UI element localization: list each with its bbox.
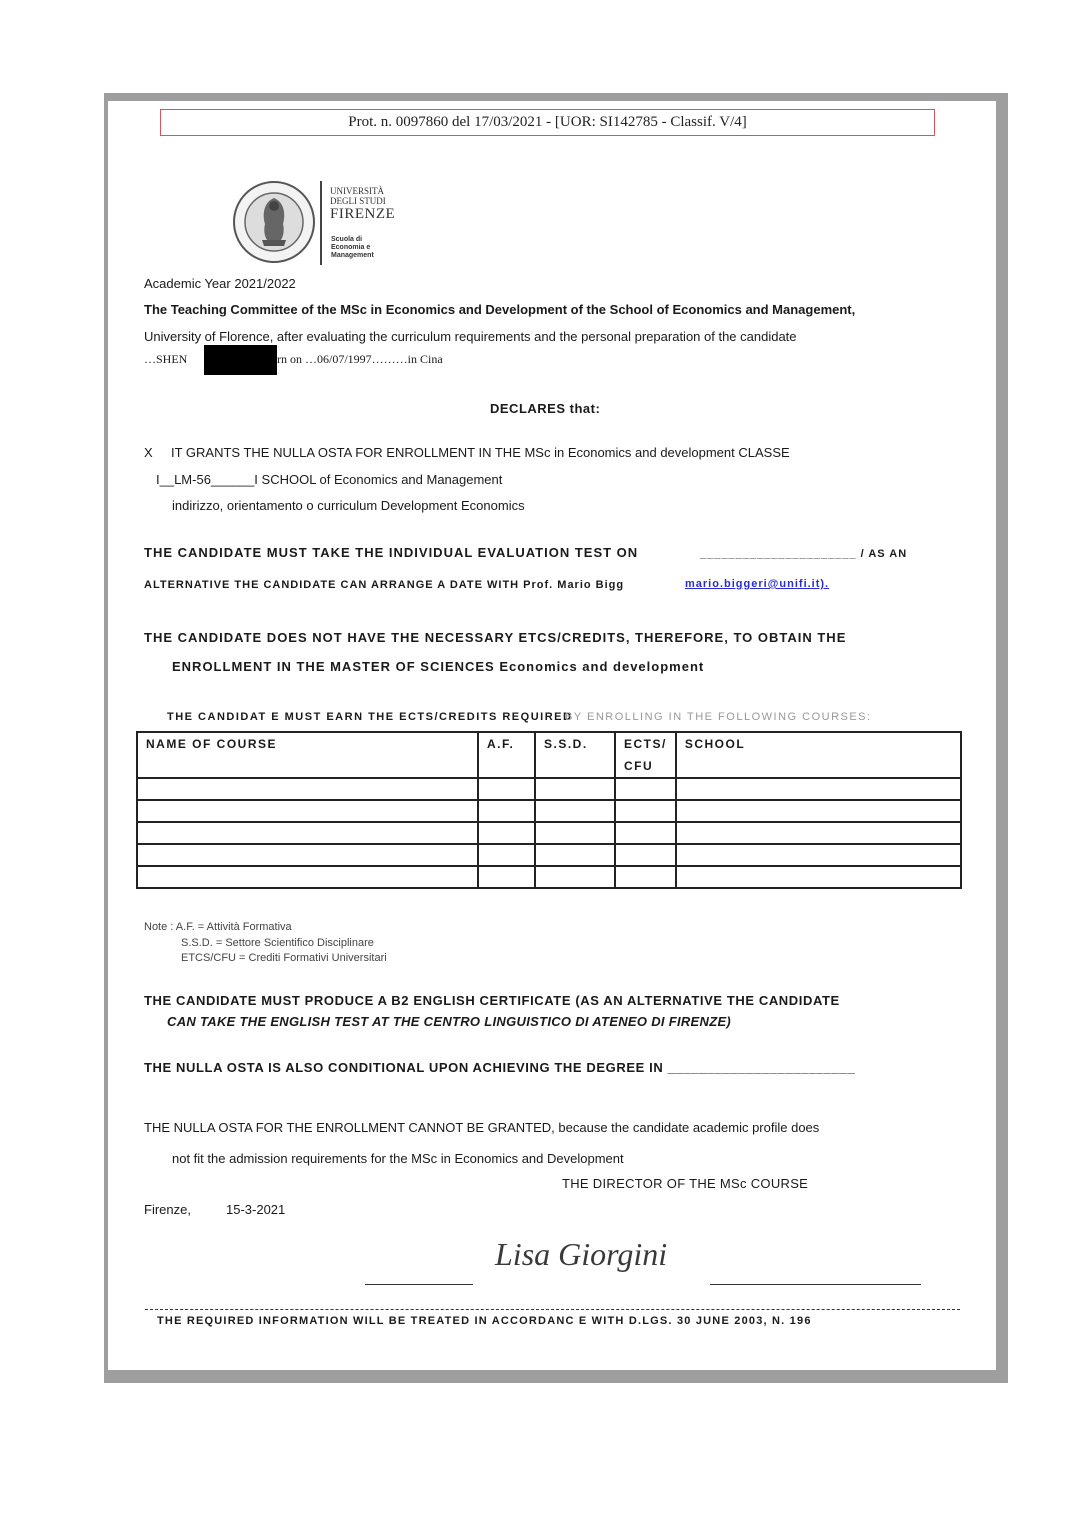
candidate-name: …SHEN: [144, 352, 188, 366]
table-header-row: [137, 732, 961, 778]
col-af: A.F.: [478, 732, 535, 778]
grant-mark: X: [144, 445, 153, 460]
page-frame-bottom: [104, 1370, 1008, 1383]
col-school: SCHOOL: [676, 732, 961, 778]
courses-heading-dark: THE CANDIDAT E MUST EARN THE ECTS/CREDITS REQUIRED: [167, 711, 573, 723]
table-cell: [137, 866, 478, 888]
table-cell: [137, 822, 478, 844]
table-cell: [478, 866, 535, 888]
evaluation-alternative: ALTERNATIVE THE CANDIDATE CAN ARRANGE A DATE WITH Prof. Mario Bigg: [144, 579, 625, 591]
grant-class: I__LM-56______I SCHOOL of Economics and Management: [156, 472, 503, 487]
table-cell: [137, 844, 478, 866]
email-link[interactable]: mario.biggeri@unifi.it).: [685, 578, 830, 590]
university-name-line: DEGLI STUDI: [330, 196, 386, 206]
col-name-of-course: NAME OF COURSE: [137, 732, 478, 778]
table-row: [137, 866, 961, 888]
evaluation-line: THE CANDIDATE MUST TAKE THE INDIVIDUAL EVALUATION TEST ON: [144, 545, 639, 560]
privacy-footer: THE REQUIRED INFORMATION WILL BE TREATED IN ACCORDANC E WITH D.LGS. 30 JUNE 2003, N. 196: [157, 1315, 812, 1327]
credits-line: THE CANDIDATE DOES NOT HAVE THE NECESSARY ETCS/CREDITS, THEREFORE, TO OBTAIN THE: [144, 630, 847, 645]
director-signature: Lisa Giorgini: [495, 1236, 668, 1272]
table-row: [137, 778, 961, 800]
university-name-line: UNIVERSITÀ: [330, 186, 384, 196]
col-ects: ECTS/ CFU: [615, 732, 676, 778]
place: Firenze,: [144, 1202, 191, 1217]
redaction-box: [204, 345, 277, 375]
table-cell: [676, 778, 961, 800]
table-row: [137, 800, 961, 822]
table-cell: [676, 800, 961, 822]
committee-line: The Teaching Committee of the MSc in Economics and Development of the School of Economics and Management,: [144, 302, 856, 317]
signature-line-right: [710, 1284, 921, 1285]
school-name-line: Management: [331, 252, 374, 259]
table-cell: [137, 778, 478, 800]
table-cell: [615, 866, 676, 888]
courses-heading-light: BY ENROLLING IN THE FOLLOWING COURSES:: [564, 711, 872, 723]
table-cell: [478, 778, 535, 800]
table-cell: [535, 866, 615, 888]
evaluation-blank: ______________________ / AS AN: [700, 548, 908, 560]
not-granted-line: THE NULLA OSTA FOR THE ENROLLMENT CANNOT BE GRANTED, because the candidate academic profile does: [144, 1120, 820, 1135]
english-line: THE CANDIDATE MUST PRODUCE A B2 ENGLISH CERTIFICATE (AS AN ALTERNATIVE THE CANDIDATE: [144, 993, 840, 1008]
english-alternative: CAN TAKE THE ENGLISH TEST AT THE CENTRO LINGUISTICO DI ATENEO DI FIRENZE): [167, 1014, 732, 1029]
school-name-line: Economia e: [331, 244, 371, 251]
footer-divider: [145, 1309, 960, 1310]
grant-text: IT GRANTS THE NULLA OSTA FOR ENROLLMENT IN THE MSc in Economics and development CLASSE: [171, 445, 790, 460]
table-cell: [676, 866, 961, 888]
col-ssd: S.S.D.: [535, 732, 615, 778]
table-cell: [535, 844, 615, 866]
protocol-stamp: Prot. n. 0097860 del 17/03/2021 - [UOR: SI142785 - Classif. V/4]: [160, 109, 935, 136]
page-frame-right: [996, 93, 1008, 1383]
university-name: [330, 186, 395, 223]
notes-block: [144, 920, 387, 967]
table-cell: [676, 844, 961, 866]
university-name-line: FIRENZE: [330, 206, 396, 222]
school-name-line: Scuola di: [331, 236, 363, 243]
page-frame-left: [104, 93, 108, 1383]
table-cell: [535, 778, 615, 800]
university-seal-icon: [232, 180, 316, 264]
signature-line-left: [365, 1284, 473, 1285]
date: 15-3-2021: [226, 1202, 286, 1217]
note-line: ETCS/CFU = Crediti Formativi Universitari: [181, 952, 387, 964]
not-granted-reason: not fit the admission requirements for the MSc in Economics and Development: [172, 1151, 624, 1166]
table-cell: [535, 822, 615, 844]
note-line: S.S.D. = Settore Scientifico Disciplinare: [181, 936, 374, 949]
credits-enrollment: ENROLLMENT IN THE MASTER OF SCIENCES Economics and development: [172, 659, 705, 674]
school-name: [331, 236, 374, 260]
director-title: THE DIRECTOR OF THE MSc COURSE: [562, 1176, 809, 1191]
table-cell: [615, 800, 676, 822]
table-cell: [676, 822, 961, 844]
courses-heading: [167, 711, 872, 723]
note-line: Note : A.F. = Attività Formativa: [144, 921, 292, 933]
declares-heading: DECLARES that:: [490, 401, 601, 416]
table-row: [137, 822, 961, 844]
table-cell: [478, 844, 535, 866]
logo-divider: [320, 181, 322, 265]
page-frame-top: [104, 93, 1008, 101]
candidate-birth: rn on …06/07/1997………in Cina: [277, 352, 443, 366]
grant-curriculum: indirizzo, orientamento o curriculum Development Economics: [172, 498, 525, 513]
table-cell: [535, 800, 615, 822]
academic-year: Academic Year 2021/2022: [144, 276, 296, 291]
table-cell: [478, 822, 535, 844]
courses-table: [136, 731, 962, 889]
university-line: University of Florence, after evaluating the curriculum requirements and the personal preparation of the candidate: [144, 329, 797, 344]
table-cell: [137, 800, 478, 822]
degree-condition: THE NULLA OSTA IS ALSO CONDITIONAL UPON ACHIEVING THE DEGREE IN ________________________: [144, 1060, 856, 1075]
table-cell: [615, 844, 676, 866]
table-cell: [615, 778, 676, 800]
table-row: [137, 844, 961, 866]
table-cell: [615, 822, 676, 844]
table-cell: [478, 800, 535, 822]
